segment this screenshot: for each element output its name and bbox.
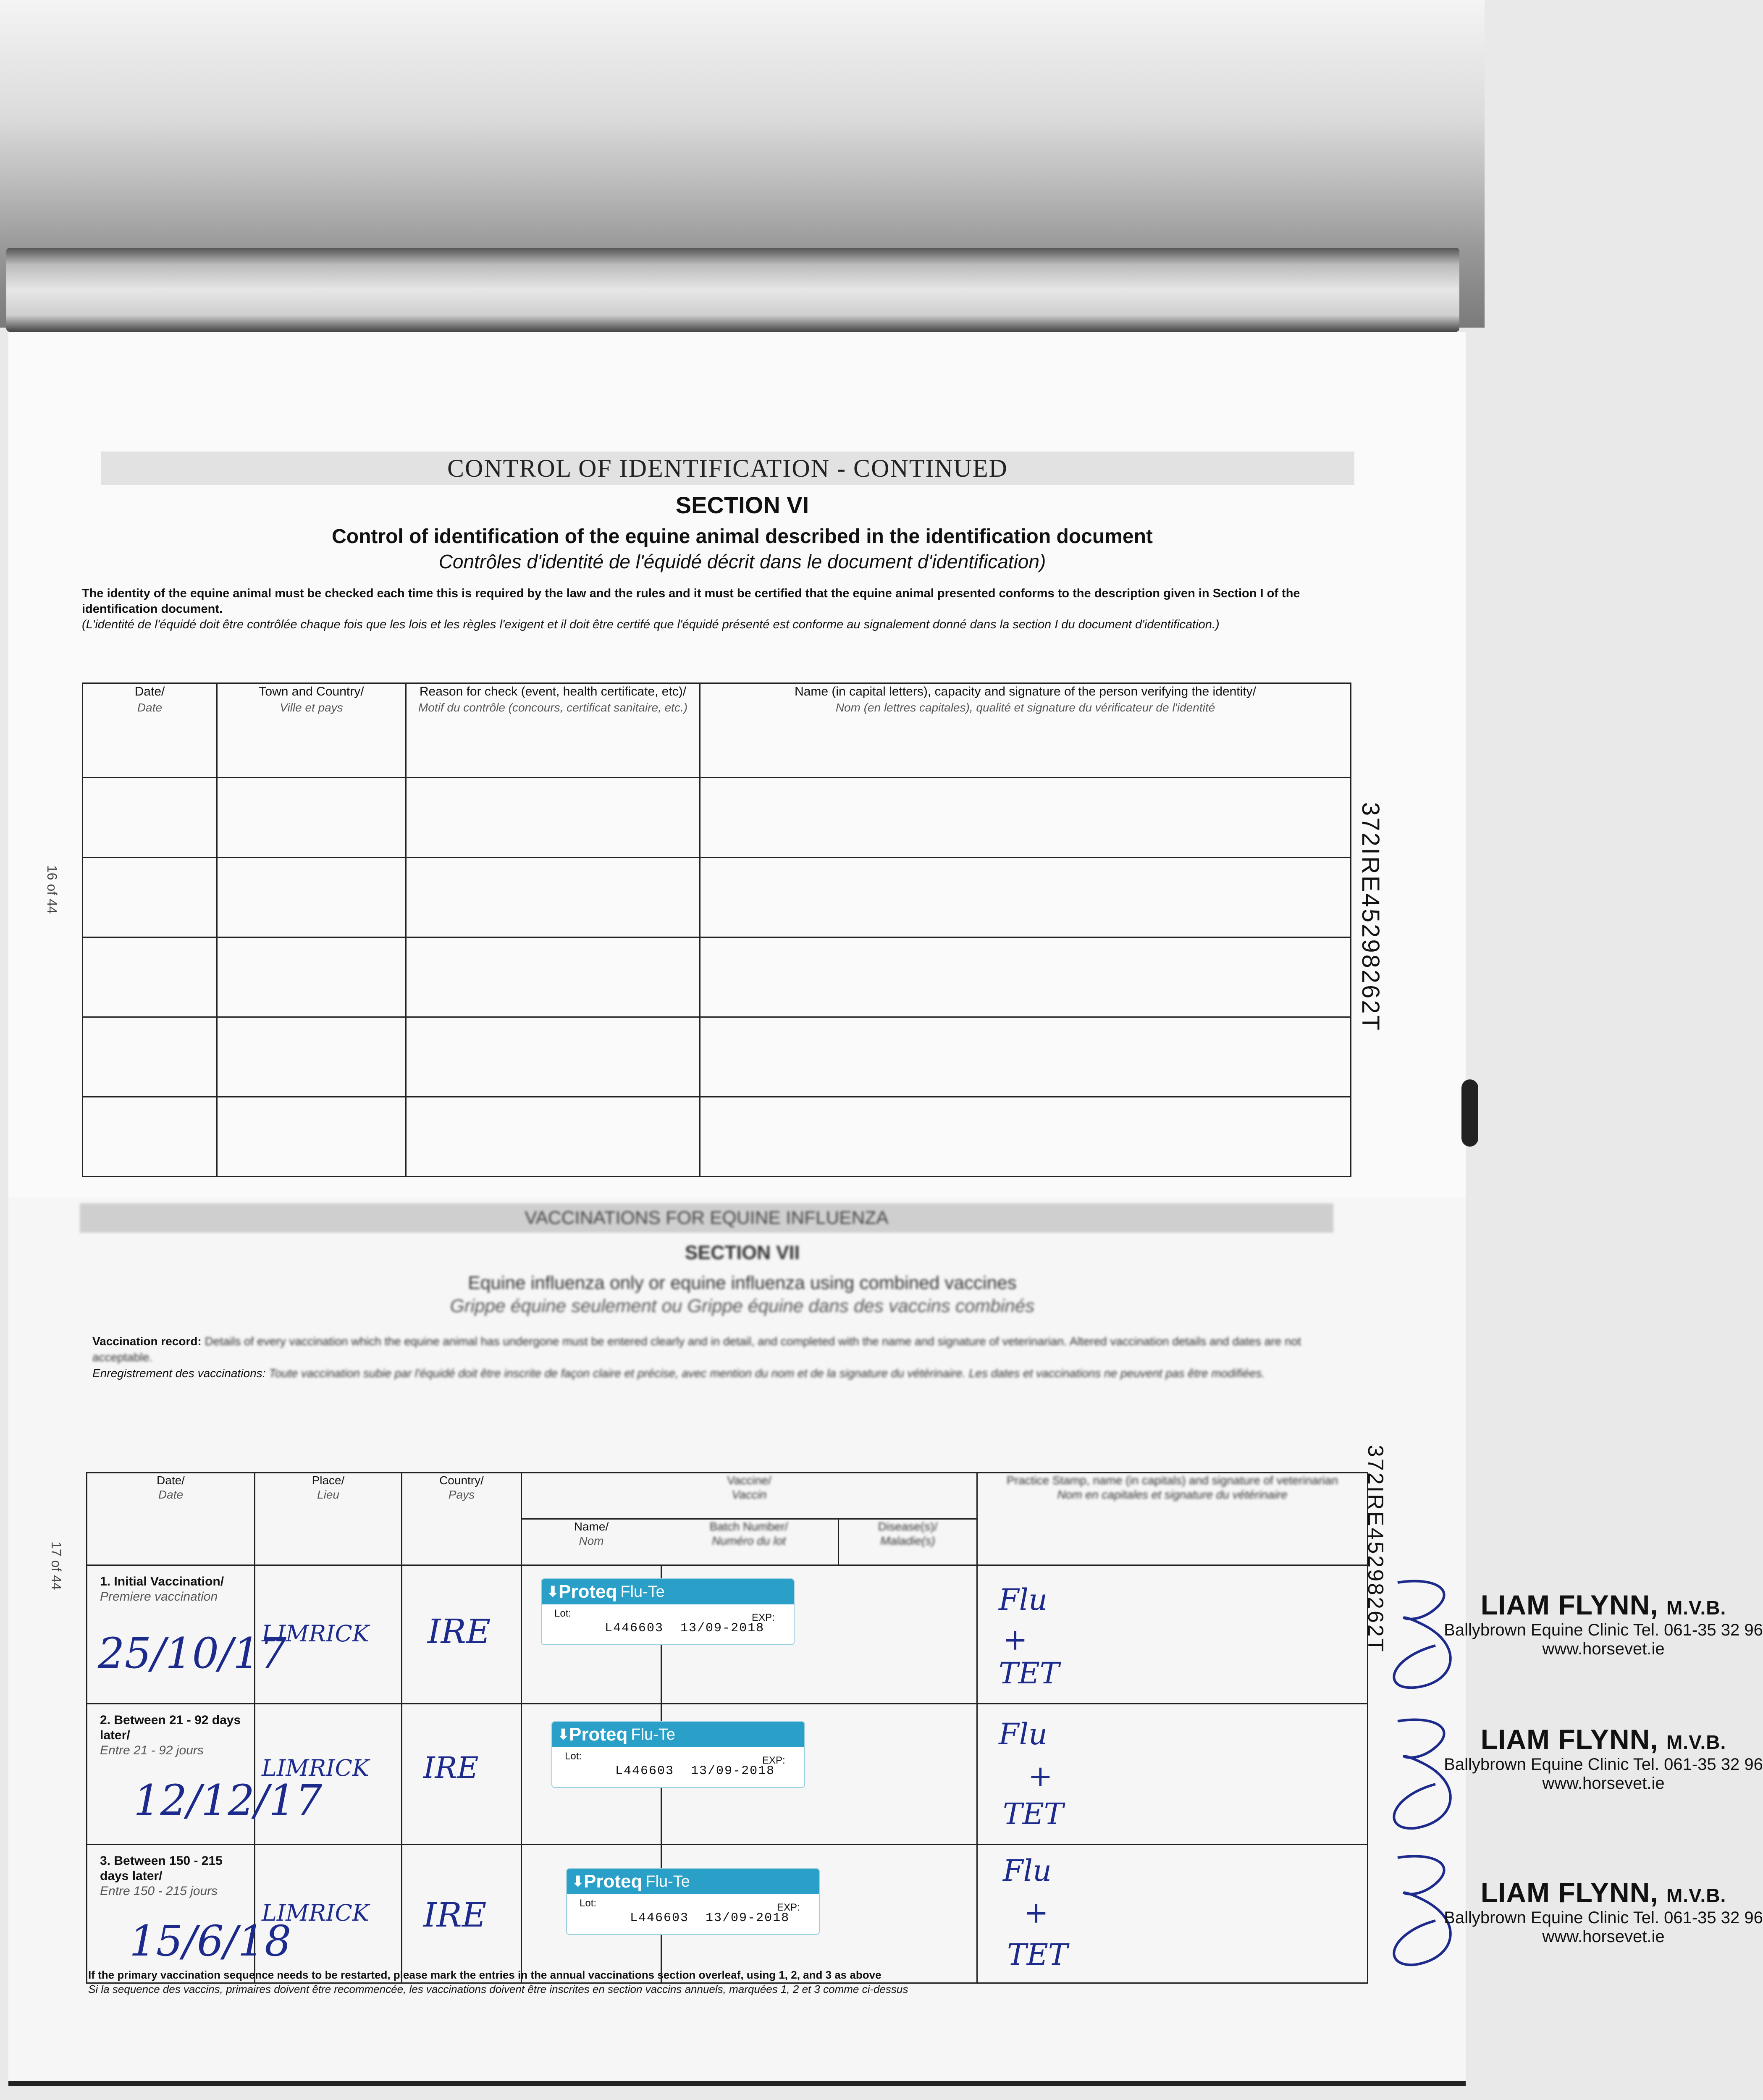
vaccination-row-1 [87, 1565, 1368, 1704]
table-row [83, 937, 1351, 1017]
identity-check-table [82, 682, 1351, 1177]
cell-date [87, 1565, 287, 1704]
intro-lead: Vaccination record: [92, 1335, 202, 1348]
date-value: 12/12/17 [134, 1776, 323, 1825]
cell-disease: Flu + TET [977, 1704, 1368, 1845]
vaccination-subtitle: Equine influenza only or equine influenza using combined vaccines [468, 1273, 1017, 1293]
table-row [83, 858, 1351, 937]
vaccine-sticker: ⬇ Proteq Flu-Te Lot: EXP: L446603 13/09-2018 [551, 1721, 805, 1788]
intro-en: Details of every vaccination which the equine animal has undergone must be entered clearly and in detail, and completed with the name and signature of veterinarian. Altered vaccination details and dates are not acceptable. [92, 1335, 1301, 1364]
cell-vaccine [522, 1845, 977, 1983]
vaccination-row-3 [87, 1845, 1368, 1983]
col-vaccine-name-batch [522, 1519, 839, 1565]
col-vet-stamp: Practice Stamp, name (in capitals) and signature of veterinarian Nom en capitales et signature du vétérinaire [977, 1473, 1368, 1565]
section-intro [82, 586, 1346, 633]
page-number-16: 16 of 44 [45, 865, 60, 914]
vaccination-footnote [88, 1968, 1390, 1996]
cell-country: IRE [402, 1845, 522, 1983]
binder-clip [1461, 1079, 1478, 1147]
date-value: 15/6/18 [129, 1916, 291, 1966]
col-town-country: Town and Country/ Ville et pays [217, 683, 406, 778]
section-subtitle-fr: Contrôles d'identité de l'équidé décrit dans le document d'identification) [438, 551, 1046, 572]
table-row [83, 778, 1351, 858]
bottom-edge [8, 2081, 1466, 2086]
scanner-edge [6, 248, 1459, 332]
intro-fr: (L'identité de l'équidé doit être contrôlée chaque fois que les lois et les règles l'exigent et il doit être certifé que l'équidé présenté est conforme au signalement donné dans la section I du document d'identification.) [82, 618, 1220, 631]
vaccination-banner: VACCINATIONS FOR EQUINE INFLUENZA [80, 1203, 1333, 1233]
footnote-en: If the primary vaccination sequence needs to be restarted, please mark the entries in the annual vaccinations section overleaf, using 1, 2, and 3 as above [88, 1969, 882, 1981]
section-subtitle: Control of identification of the equine animal described in the identification document [332, 525, 1153, 548]
intro-fr: Toute vaccination subie par l'équidé doit être inscrite de façon claire et précise, avec mention du nom et de la signature du vétérinaire. Les dates et vaccinations ne peuvent pas être modifiées. [269, 1367, 1265, 1380]
col-verifier: Name (in capital letters), capacity and signature of the person verifying the identity/ Nom (en lettres capitales), qualité et signature du vérificateur de l'identité [700, 683, 1351, 778]
intro-lead-fr: Enregistrement des vaccinations: [92, 1367, 266, 1380]
col-disease: Disease(s)/ Maladie(s) [839, 1519, 977, 1565]
intro-en: The identity of the equine animal must be checked each time this is required by the law and the rules and it must be certified that the equine animal presented conforms to the description given in Section I of the identification document. [82, 587, 1300, 616]
passport-id-number-lower: 372IRE45298262T [1363, 1445, 1388, 1654]
cell-disease: Flu + TET [977, 1845, 1368, 1983]
vet-stamp: LIAM FLYNN, M.V.B. Ballybrown Equine Clinic Tel. 061-35 32 96 www.horsevet.ie [1444, 1877, 1763, 1946]
col-date: Date/ Date [83, 683, 217, 778]
vaccination-intro [92, 1334, 1348, 1381]
row-label: 2. Between 21 - 92 days later/ Entre 21 - 92 jours [100, 1713, 241, 1757]
footnote-fr: Si la sequence des vaccins, primaires doivent être recommencée, les vaccinations doivent être inscrites en section vaccins annuels, marquées 1, 2 et 3 comme ci-dessus [88, 1983, 908, 1995]
vaccine-sticker: ⬇ Proteq Flu-Te Lot: EXP: L446603 13/09-2018 [566, 1868, 820, 1935]
vaccination-section-title: SECTION VII [685, 1242, 800, 1263]
table-row [83, 1097, 1351, 1177]
date-value: 25/10/17 [98, 1629, 287, 1678]
col-country: Country/ Pays [402, 1473, 522, 1565]
cell-disease: Flu + TET [977, 1565, 1368, 1704]
cell-vaccine [522, 1565, 977, 1704]
page-number-17: 17 of 44 [49, 1541, 64, 1590]
col-name: Name/ Nom [574, 1520, 609, 1547]
row-label: 3. Between 150 - 215 days later/ Entre 150 - 215 jours [100, 1854, 223, 1898]
table-header-row [83, 683, 1351, 778]
cell-country: IRE [402, 1565, 522, 1704]
vet-stamp: LIAM FLYNN, M.V.B. Ballybrown Equine Clinic Tel. 061-35 32 96 www.horsevet.ie [1444, 1724, 1763, 1793]
col-place: Place/ Lieu [255, 1473, 402, 1565]
cell-country: IRE [402, 1704, 522, 1845]
cell-place: LIMRICK [255, 1845, 402, 1983]
section-banner: CONTROL OF IDENTIFICATION - CONTINUED [101, 452, 1354, 485]
vaccine-sticker: ⬇ Proteq Flu-Te Lot: EXP: L446603 13/09-2018 [541, 1578, 795, 1645]
passport-id-number: 372IRE45298262T [1357, 802, 1384, 1032]
col-reason: Reason for check (event, health certificate, etc)/ Motif du contrôle (concours, certificat sanitaire, etc.) [406, 683, 700, 778]
col-batch: Batch Number/ Numéro du lot [709, 1520, 788, 1547]
vaccination-header-row [87, 1473, 1368, 1519]
vet-stamp: LIAM FLYNN, M.V.B. Ballybrown Equine Clinic Tel. 061-35 32 96 www.horsevet.ie [1444, 1589, 1763, 1658]
cell-date [87, 1845, 291, 1983]
col-date: Date/ Date [87, 1473, 255, 1565]
row-label: 1. Initial Vaccination/ Premiere vaccination [100, 1575, 224, 1604]
table-row [83, 1017, 1351, 1097]
cell-vaccine [522, 1704, 977, 1845]
vaccination-subtitle-fr: Grippe équine seulement ou Grippe équine dans des vaccins combinés [450, 1296, 1035, 1316]
col-vaccine: Vaccine/ Vaccin [522, 1473, 977, 1519]
cell-place: LIMRICK [255, 1704, 402, 1845]
vaccination-row-2 [87, 1704, 1368, 1845]
section-title: SECTION VI [675, 492, 809, 518]
cell-place: LIMRICK [255, 1565, 402, 1704]
